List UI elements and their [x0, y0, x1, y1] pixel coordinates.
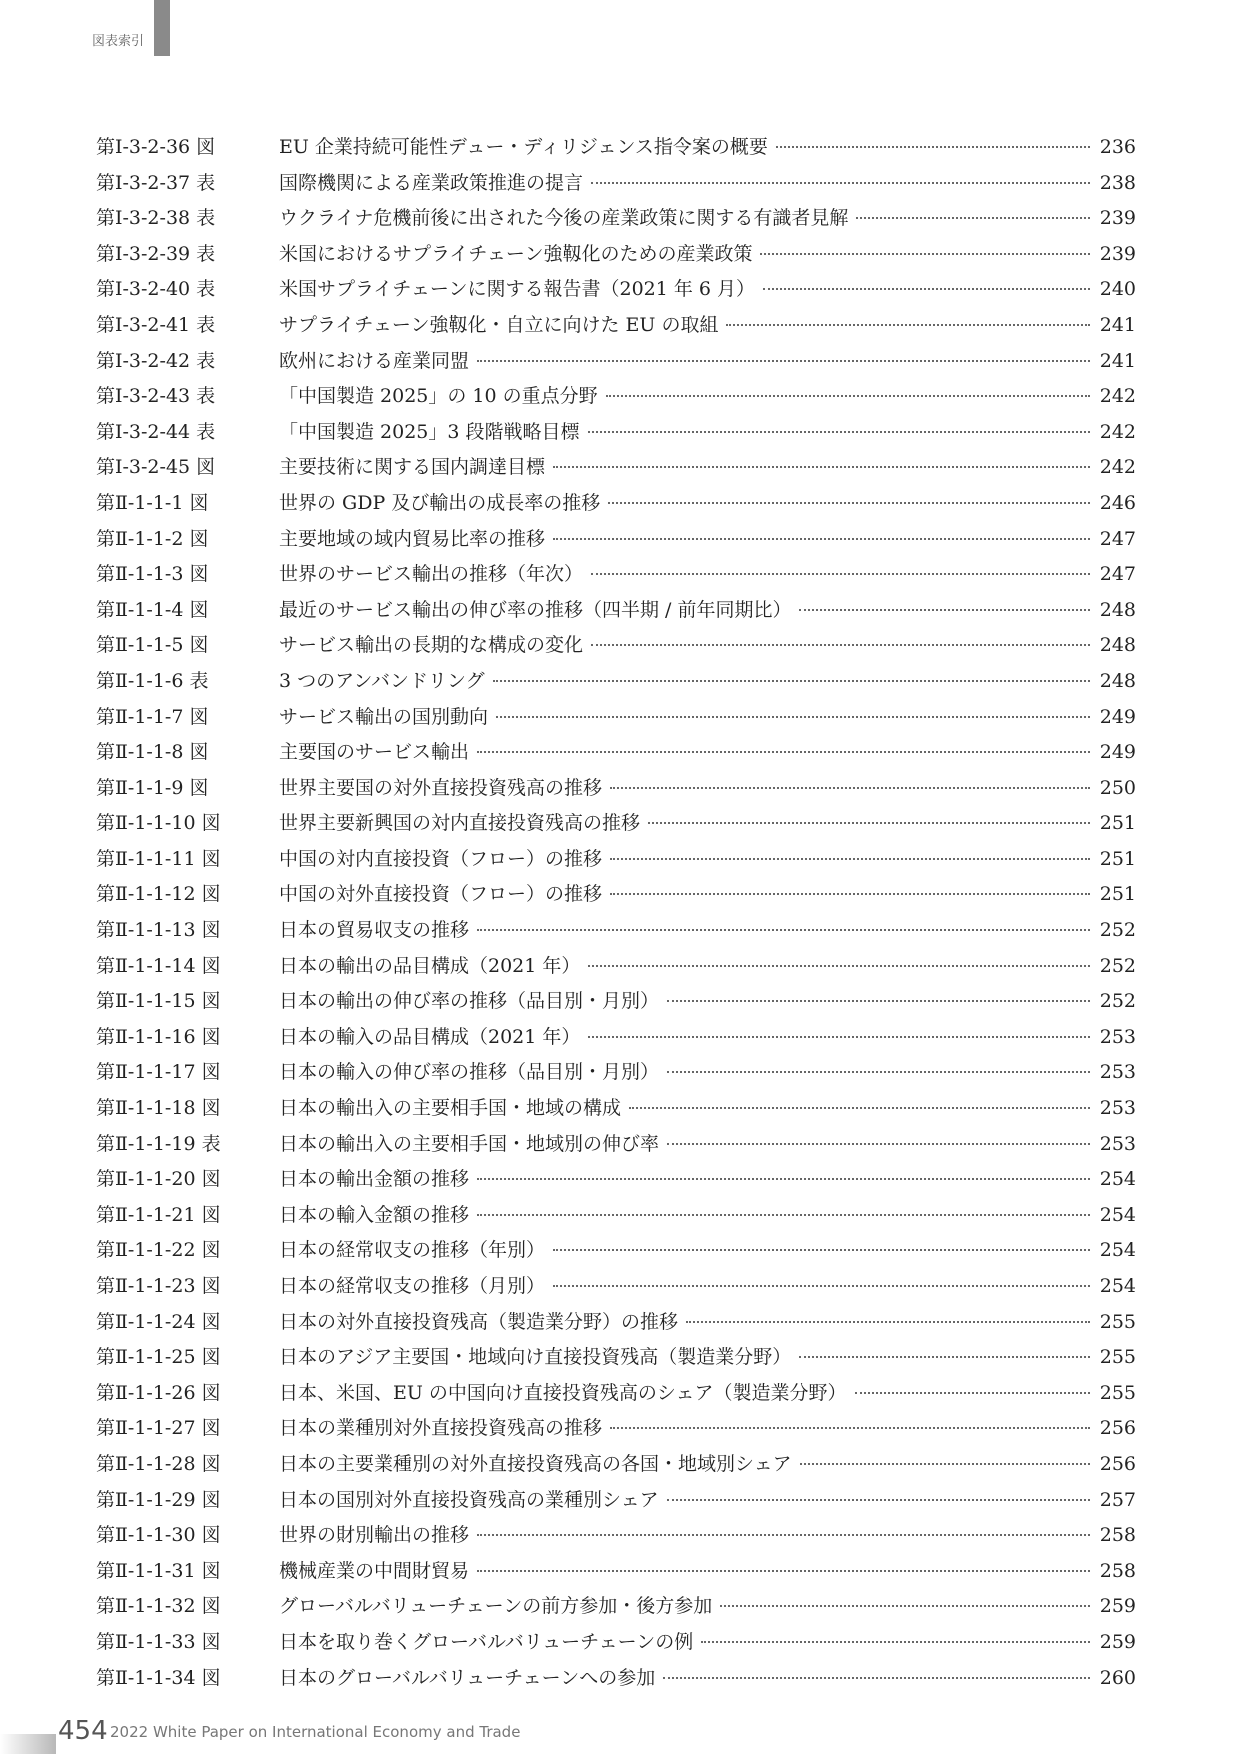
entry-number: 第Ⅱ-1-1-21 図: [96, 1203, 221, 1226]
entry-page-number: 247: [1099, 527, 1136, 550]
dot-leader: [588, 431, 1090, 433]
entry-page-number: 240: [1099, 278, 1136, 301]
index-entry[interactable]: [96, 203, 1136, 239]
entry-title: 日本の国別対外直接投資残高の業種別シェア: [279, 1488, 659, 1511]
index-entry[interactable]: [96, 915, 1136, 951]
entry-title: 主要国のサービス輸出: [279, 741, 470, 764]
entry-page-number: 259: [1099, 1595, 1136, 1618]
entry-title: 日本の主要業種別の対外直接投資残高の各国・地域別シェア: [279, 1452, 792, 1475]
entry-number: 第Ⅱ-1-1-31 図: [96, 1559, 221, 1582]
dot-leader: [493, 680, 1090, 682]
index-entry[interactable]: [96, 773, 1136, 809]
index-entry[interactable]: [96, 239, 1136, 275]
entry-number: 第Ⅱ-1-1-11 図: [96, 847, 221, 870]
entry-page-number: 255: [1099, 1381, 1136, 1404]
entry-title: 機械産業の中間財貿易: [279, 1559, 470, 1582]
entry-title: 日本の輸出入の主要相手国・地域の構成: [279, 1097, 622, 1120]
entry-number: 第Ⅱ-1-1-19 表: [96, 1132, 221, 1155]
index-entry[interactable]: [96, 274, 1136, 310]
entry-number: 第Ⅱ-1-1-22 図: [96, 1239, 221, 1262]
entry-title: ウクライナ危機前後に出された今後の産業政策に関する有識者見解: [279, 207, 849, 230]
entry-page-number: 249: [1099, 741, 1136, 764]
index-entry[interactable]: [96, 1200, 1136, 1236]
entry-title: 日本の輸出入の主要相手国・地域別の伸び率: [279, 1132, 660, 1155]
entry-title: 中国の対外直接投資（フロー）の推移: [279, 883, 603, 906]
entry-page-number: 242: [1099, 456, 1136, 479]
entry-number: 第Ⅰ-3-2-43 表: [96, 385, 216, 408]
entry-title: サービス輸出の長期的な構成の変化: [279, 634, 584, 657]
dot-leader: [553, 1285, 1090, 1287]
index-entry[interactable]: [96, 951, 1136, 987]
dot-leader: [477, 1534, 1090, 1536]
dot-leader: [610, 893, 1090, 895]
entry-number: 第Ⅱ-1-1-17 図: [96, 1061, 221, 1084]
entry-page-number: 239: [1099, 242, 1136, 265]
entry-number: 第Ⅰ-3-2-42 表: [96, 349, 216, 372]
index-entry[interactable]: [96, 1485, 1136, 1521]
index-entry[interactable]: [96, 346, 1136, 382]
index-entry[interactable]: [96, 666, 1136, 702]
dot-leader: [588, 965, 1090, 967]
entry-number: 第Ⅱ-1-1-20 図: [96, 1168, 221, 1191]
entry-number: 第Ⅱ-1-1-29 図: [96, 1488, 221, 1511]
entry-title: 世界のサービス輸出の推移（年次）: [279, 563, 584, 586]
dot-leader: [855, 1392, 1090, 1394]
entry-number: 第Ⅰ-3-2-37 表: [96, 171, 216, 194]
dot-leader: [610, 858, 1090, 860]
dot-leader: [591, 644, 1090, 646]
entry-page-number: 241: [1099, 349, 1136, 372]
entry-number: 第Ⅱ-1-1-6 表: [96, 669, 209, 692]
entry-page-number: 249: [1099, 705, 1136, 728]
entry-number: 第Ⅱ-1-1-4 図: [96, 598, 209, 621]
entry-title: 日本の対外直接投資残高（製造業分野）の推移: [279, 1310, 679, 1333]
index-entry[interactable]: [96, 808, 1136, 844]
dot-leader: [667, 1071, 1090, 1073]
entry-number: 第Ⅰ-3-2-44 表: [96, 420, 216, 443]
entry-title: 日本の業種別対外直接投資残高の推移: [279, 1417, 603, 1440]
entry-title: 日本の輸出の品目構成（2021 年）: [279, 954, 581, 977]
entry-title: 最近のサービス輸出の伸び率の推移（四半期 / 前年同期比）: [279, 598, 792, 621]
entry-title: 「中国製造 2025」3 段階戦略目標: [279, 420, 580, 443]
index-entry[interactable]: [96, 381, 1136, 417]
entry-number: 第Ⅱ-1-1-5 図: [96, 634, 209, 657]
footer-gradient-bar: [0, 1734, 56, 1754]
index-entry[interactable]: [96, 1413, 1136, 1449]
index-entry[interactable]: [96, 132, 1136, 168]
entry-number: 第Ⅱ-1-1-12 図: [96, 883, 221, 906]
dot-leader: [763, 288, 1090, 290]
index-entry[interactable]: [96, 1022, 1136, 1058]
entry-title: サービス輸出の国別動向: [279, 705, 489, 728]
entry-page-number: 241: [1099, 313, 1136, 336]
entry-number: 第Ⅱ-1-1-3 図: [96, 563, 209, 586]
index-entry[interactable]: [96, 559, 1136, 595]
dot-leader: [686, 1321, 1090, 1323]
entry-number: 第Ⅰ-3-2-36 図: [96, 136, 216, 158]
entry-page-number: 255: [1099, 1310, 1136, 1333]
dot-leader: [477, 929, 1090, 931]
entry-page-number: 254: [1099, 1239, 1136, 1262]
dot-leader: [610, 1427, 1090, 1429]
entry-title: 中国の対内直接投資（フロー）の推移: [279, 847, 603, 870]
dot-leader: [726, 324, 1090, 326]
dot-leader: [663, 1677, 1090, 1679]
entry-number: 第Ⅱ-1-1-30 図: [96, 1524, 221, 1547]
entry-page-number: 248: [1099, 598, 1136, 621]
entry-page-number: 254: [1099, 1168, 1136, 1191]
dot-leader: [591, 573, 1090, 575]
entry-title: 日本の輸出の伸び率の推移（品目別・月別）: [279, 990, 660, 1013]
index-entry[interactable]: [96, 879, 1136, 915]
dot-leader: [799, 609, 1090, 611]
index-entry[interactable]: [96, 702, 1136, 738]
entry-page-number: 239: [1099, 207, 1136, 230]
entry-page-number: 255: [1099, 1346, 1136, 1369]
entry-title: 日本、米国、EU の中国向け直接投資残高のシェア（製造業分野）: [279, 1381, 847, 1404]
entry-page-number: 238: [1099, 171, 1136, 194]
dot-leader: [667, 1499, 1090, 1501]
entry-title: 世界の財別輸出の推移: [279, 1524, 470, 1547]
entry-title: グローバルバリューチェーンの前方参加・後方参加: [279, 1595, 713, 1618]
entry-number: 第Ⅰ-3-2-39 表: [96, 242, 216, 265]
dot-leader: [648, 822, 1090, 824]
index-entry[interactable]: [96, 844, 1136, 880]
index-entry[interactable]: [96, 1342, 1136, 1378]
dot-leader: [720, 1605, 1090, 1607]
entry-number: 第Ⅱ-1-1-14 図: [96, 954, 221, 977]
entry-number: 第Ⅱ-1-1-25 図: [96, 1346, 221, 1369]
entry-number: 第Ⅱ-1-1-27 図: [96, 1417, 221, 1440]
entry-page-number: 246: [1099, 491, 1136, 514]
entry-page-number: 253: [1099, 1061, 1136, 1084]
index-entry[interactable]: [96, 310, 1136, 346]
dot-leader: [667, 1000, 1090, 1002]
entry-page-number: 256: [1099, 1417, 1136, 1440]
index-entry[interactable]: [96, 1520, 1136, 1556]
entry-title: 世界主要国の対外直接投資残高の推移: [279, 776, 603, 799]
entry-page-number: 252: [1099, 919, 1136, 942]
entry-number: 第Ⅱ-1-1-13 図: [96, 919, 221, 942]
entry-page-number: 250: [1099, 776, 1136, 799]
index-entry[interactable]: [96, 1663, 1136, 1699]
entry-number: 第Ⅰ-3-2-41 表: [96, 313, 216, 336]
entry-number: 第Ⅱ-1-1-33 図: [96, 1630, 221, 1653]
entry-number: 第Ⅱ-1-1-28 図: [96, 1452, 221, 1475]
entry-number: 第Ⅱ-1-1-18 図: [96, 1097, 221, 1120]
index-entry[interactable]: [96, 1556, 1136, 1592]
entry-page-number: 251: [1099, 812, 1136, 835]
dot-leader: [760, 253, 1090, 255]
entry-title: 「中国製造 2025」の 10 の重点分野: [279, 385, 598, 408]
entry-page-number: 242: [1099, 420, 1136, 443]
entry-title: 欧州における産業同盟: [279, 349, 470, 372]
entry-number: 第Ⅱ-1-1-15 図: [96, 990, 221, 1013]
entry-number: 第Ⅱ-1-1-34 図: [96, 1666, 221, 1689]
entry-title: 日本のアジア主要国・地域向け直接投資残高（製造業分野）: [279, 1346, 792, 1369]
dot-leader: [629, 1107, 1090, 1109]
dot-leader: [856, 217, 1090, 219]
dot-leader: [591, 182, 1090, 184]
index-entry[interactable]: [96, 1093, 1136, 1129]
index-entry[interactable]: [96, 1449, 1136, 1485]
index-entry[interactable]: [96, 630, 1136, 666]
entry-page-number: 253: [1099, 1132, 1136, 1155]
entry-title: 主要地域の域内貿易比率の推移: [279, 527, 546, 550]
entry-title: 3 つのアンバンドリング: [279, 669, 485, 692]
entry-title: 国際機関による産業政策推進の提言: [279, 171, 584, 194]
index-entry[interactable]: [96, 1378, 1136, 1414]
figure-index-list: [96, 132, 1136, 1698]
entry-title: EU 企業持続可能性デュー・ディリジェンス指令案の概要: [279, 136, 768, 158]
entry-number: 第Ⅱ-1-1-2 図: [96, 527, 209, 550]
dot-leader: [610, 787, 1090, 789]
entry-page-number: 236: [1099, 136, 1136, 158]
index-entry[interactable]: [96, 1129, 1136, 1165]
entry-title: 日本の経常収支の推移（月別）: [279, 1275, 546, 1297]
dot-leader: [667, 1143, 1090, 1145]
dot-leader: [588, 1036, 1090, 1038]
entry-title: 日本の輸出金額の推移: [279, 1168, 470, 1191]
entry-page-number: 248: [1099, 669, 1136, 692]
entry-number: 第Ⅱ-1-1-7 図: [96, 705, 209, 728]
dot-leader: [477, 1570, 1090, 1572]
entry-page-number: 242: [1099, 385, 1136, 408]
index-entry[interactable]: [96, 524, 1136, 560]
dot-leader: [701, 1641, 1090, 1643]
entry-title: 主要技術に関する国内調達目標: [279, 456, 546, 479]
entry-title: 世界主要新興国の対内直接投資残高の推移: [279, 812, 641, 835]
entry-title: 日本の輸入の伸び率の推移（品目別・月別）: [279, 1061, 660, 1084]
index-entry[interactable]: [96, 737, 1136, 773]
dot-leader: [553, 1249, 1090, 1251]
entry-number: 第Ⅱ-1-1-23 図: [96, 1275, 221, 1297]
entry-page-number: 253: [1099, 1025, 1136, 1048]
entry-page-number: 252: [1099, 990, 1136, 1013]
entry-title: 米国サプライチェーンに関する報告書（2021 年 6 月）: [279, 278, 756, 301]
entry-page-number: 254: [1099, 1203, 1136, 1226]
entry-title: 日本の経常収支の推移（年別）: [279, 1239, 546, 1262]
entry-page-number: 251: [1099, 883, 1136, 906]
entry-page-number: 251: [1099, 847, 1136, 870]
entry-page-number: 258: [1099, 1559, 1136, 1582]
index-entry[interactable]: [96, 1271, 1136, 1307]
entry-number: 第Ⅱ-1-1-16 図: [96, 1025, 221, 1048]
entry-page-number: 257: [1099, 1488, 1136, 1511]
dot-leader: [608, 502, 1090, 504]
entry-page-number: 256: [1099, 1452, 1136, 1475]
dot-leader: [477, 360, 1090, 362]
entry-number: 第Ⅱ-1-1-10 図: [96, 812, 221, 835]
dot-leader: [477, 1178, 1090, 1180]
entry-number: 第Ⅰ-3-2-45 図: [96, 456, 216, 479]
index-entry[interactable]: [96, 452, 1136, 488]
index-entry[interactable]: [96, 1057, 1136, 1093]
index-entry[interactable]: [96, 595, 1136, 631]
dot-leader: [496, 716, 1090, 718]
entry-number: 第Ⅱ-1-1-32 図: [96, 1595, 221, 1618]
dot-leader: [477, 1214, 1090, 1216]
entry-page-number: 248: [1099, 634, 1136, 657]
entry-number: 第Ⅰ-3-2-40 表: [96, 278, 216, 301]
index-entry[interactable]: [96, 986, 1136, 1022]
index-entry[interactable]: [96, 417, 1136, 453]
header-tab-marker: [154, 0, 170, 56]
dot-leader: [799, 1356, 1090, 1358]
dot-leader: [553, 466, 1090, 468]
entry-page-number: 247: [1099, 563, 1136, 586]
index-entry[interactable]: [96, 168, 1136, 204]
footer-page-number: 454: [58, 1716, 108, 1746]
entry-number: 第Ⅱ-1-1-9 図: [96, 776, 209, 799]
entry-number: 第Ⅱ-1-1-26 図: [96, 1381, 221, 1404]
entry-number: 第Ⅱ-1-1-24 図: [96, 1310, 221, 1333]
entry-title: 日本の貿易収支の推移: [279, 919, 470, 942]
entry-title: 日本を取り巻くグローバルバリューチェーンの例: [279, 1630, 694, 1653]
dot-leader: [477, 751, 1090, 753]
entry-title: 世界の GDP 及び輸出の成長率の推移: [279, 491, 601, 514]
dot-leader: [553, 538, 1090, 540]
entry-page-number: 253: [1099, 1097, 1136, 1120]
index-entry[interactable]: [96, 488, 1136, 524]
index-entry[interactable]: [96, 1235, 1136, 1271]
entry-page-number: 252: [1099, 954, 1136, 977]
index-entry[interactable]: [96, 1164, 1136, 1200]
entry-page-number: 259: [1099, 1630, 1136, 1653]
index-entry[interactable]: [96, 1307, 1136, 1343]
index-entry[interactable]: [96, 1627, 1136, 1663]
entry-title: 米国におけるサプライチェーン強靱化のための産業政策: [279, 242, 753, 265]
entry-title: サプライチェーン強靱化・自立に向けた EU の取組: [279, 313, 719, 336]
index-entry[interactable]: [96, 1591, 1136, 1627]
entry-page-number: 260: [1099, 1666, 1136, 1689]
entry-title: 日本のグローバルバリューチェーンへの参加: [279, 1666, 656, 1689]
dot-leader: [800, 1463, 1090, 1465]
entry-page-number: 254: [1099, 1275, 1136, 1297]
entry-number: 第Ⅱ-1-1-8 図: [96, 741, 209, 764]
entry-page-number: 258: [1099, 1524, 1136, 1547]
entry-number: 第Ⅰ-3-2-38 表: [96, 207, 216, 230]
footer-publication-title: 2022 White Paper on International Economy and Trade: [110, 1723, 521, 1741]
dot-leader: [606, 395, 1090, 397]
section-label: 図表索引: [92, 34, 145, 49]
entry-number: 第Ⅱ-1-1-1 図: [96, 491, 209, 514]
dot-leader: [776, 146, 1090, 148]
entry-title: 日本の輸入の品目構成（2021 年）: [279, 1025, 581, 1048]
entry-title: 日本の輸入金額の推移: [279, 1203, 470, 1226]
